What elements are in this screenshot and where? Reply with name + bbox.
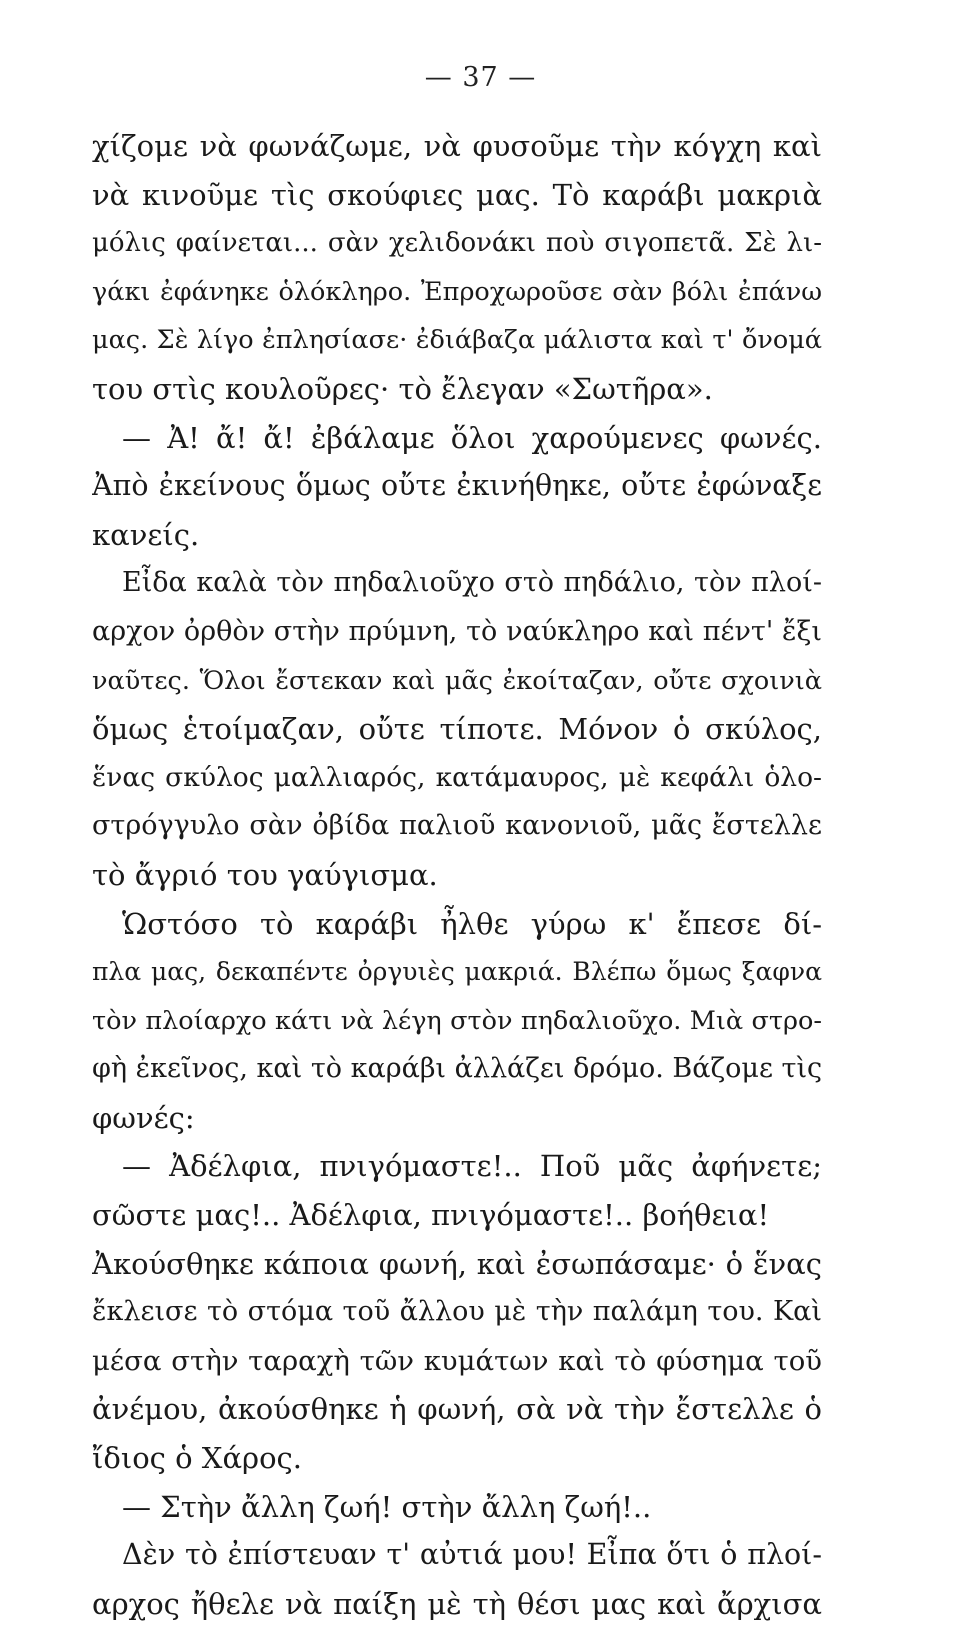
text-line: ναῦτες. Ὅλοι ἔστεκαν καὶ μᾶς ἐκοίταζαν, οὔτε σχοινιὰ xyxy=(92,665,822,696)
text-line: ἴδιος ὁ Χάρος. xyxy=(92,1441,302,1476)
text-line: τὸν πλοίαρχο κάτι νὰ λέγη στὸν πηδαλιοῦχο. Μιὰ στρο- xyxy=(92,1005,822,1036)
text-line: στρόγγυλο σὰν ὀβίδα παλιοῦ κανονιοῦ, μᾶς ἔστελλε xyxy=(92,810,822,842)
text-line: αρχον ὀρθὸν στὴν πρύμνη, τὸ ναύκληρο καὶ πέντ' ἔξι xyxy=(92,615,822,647)
text-line: πλα μας, δεκαπέντε ὀργυιὲς μακριά. Βλέπω ὅμως ξαφνα xyxy=(92,957,822,987)
text-line: — Στὴν ἄλλη ζωή! στὴν ἄλλη ζωή!.. xyxy=(122,1489,652,1524)
text-line: νὰ κινοῦμε τὶς σκούφιες μας. Τὸ καράβι μακριὰ xyxy=(92,177,822,212)
text-line: μόλις φαίνεται... σὰν χελιδονάκι ποὺ σιγοπετᾶ. Σὲ λι- xyxy=(92,228,822,259)
text-line: Εἶδα καλὰ τὸν πηδαλιοῦχο στὸ πηδάλιο, τὸν πλοί- xyxy=(122,567,822,599)
text-line: γάκι ἐφάνηκε ὁλόκληρο. Ἐπροχωροῦσε σὰν βόλι ἐπάνω xyxy=(92,276,822,307)
text-line: ἔκλεισε τὸ στόμα τοῦ ἄλλου μὲ τὴν παλάμη του. Καὶ xyxy=(92,1296,822,1328)
text-line: — Ἀδέλφια, πνιγόμαστε!.. Ποῦ μᾶς ἀφήνετε; xyxy=(122,1149,822,1184)
text-line: τὸ ἄγριό του γαύγισμα. xyxy=(92,857,438,892)
text-line: Δὲν τὸ ἐπίστευαν τ' αὐτιά μου! Εἶπα ὅτι ὁ πλοί- xyxy=(122,1538,822,1572)
text-line: Ἀπὸ ἐκείνους ὅμως οὔτε ἐκινήθηκε, οὔτε ἐφώναξε xyxy=(92,469,822,503)
text-line: ἀνέμου, ἀκούσθηκε ἡ φωνή, σὰ νὰ τὴν ἔστελλε ὁ xyxy=(92,1392,822,1427)
page-number: — 37 — xyxy=(424,62,537,93)
text-line: του στὶς κουλοῦρες· τὸ ἔλεγαν «Σωτῆρα». xyxy=(92,371,713,406)
text-line: φὴ ἐκεῖνος, καὶ τὸ καράβι ἀλλάζει δρόμο. Βάζομε τὶς xyxy=(92,1053,822,1085)
text-line: Ὡστόσο τὸ καράβι ἦλθε γύρω κ' ἔπεσε δί- xyxy=(122,906,822,941)
text-line: — Ἀ! ἄ! ἄ! ἐβάλαμε ὅλοι χαρούμενες φωνές. xyxy=(122,420,822,455)
text-line: μέσα στὴν ταραχὴ τῶν κυμάτων καὶ τὸ φύσημα τοῦ xyxy=(92,1344,822,1377)
text-line: ἕνας σκύλος μαλλιαρός, κατάμαυρος, μὲ κεφάλι ὁλο- xyxy=(92,761,822,793)
text-line: σῶστε μας!.. Ἀδέλφια, πνιγόμαστε!.. βοήθεια! xyxy=(92,1198,770,1233)
text-line: κανείς. xyxy=(92,517,200,552)
text-line: φωνές: xyxy=(92,1100,195,1135)
body-text xyxy=(92,122,822,1628)
text-line: ὅμως ἑτοίμαζαν, οὔτε τίποτε. Μόνον ὁ σκύλος, xyxy=(92,712,822,747)
text-line: μας. Σὲ λίγο ἐπλησίασε· ἐδιάβαζα μάλιστα καὶ τ' ὄνομά xyxy=(92,325,822,356)
text-line: Ἀκούσθηκε κάποια φωνή, καὶ ἐσωπάσαμε· ὁ ἕνας xyxy=(92,1246,822,1281)
text-line: αρχος ἤθελε νὰ παίξη μὲ τὴ θέσι μας καὶ ἄρχισα xyxy=(92,1586,822,1621)
text-line: χίζομε νὰ φωνάζωμε, νὰ φυσοῦμε τὴν κόγχη καὶ xyxy=(92,129,822,163)
